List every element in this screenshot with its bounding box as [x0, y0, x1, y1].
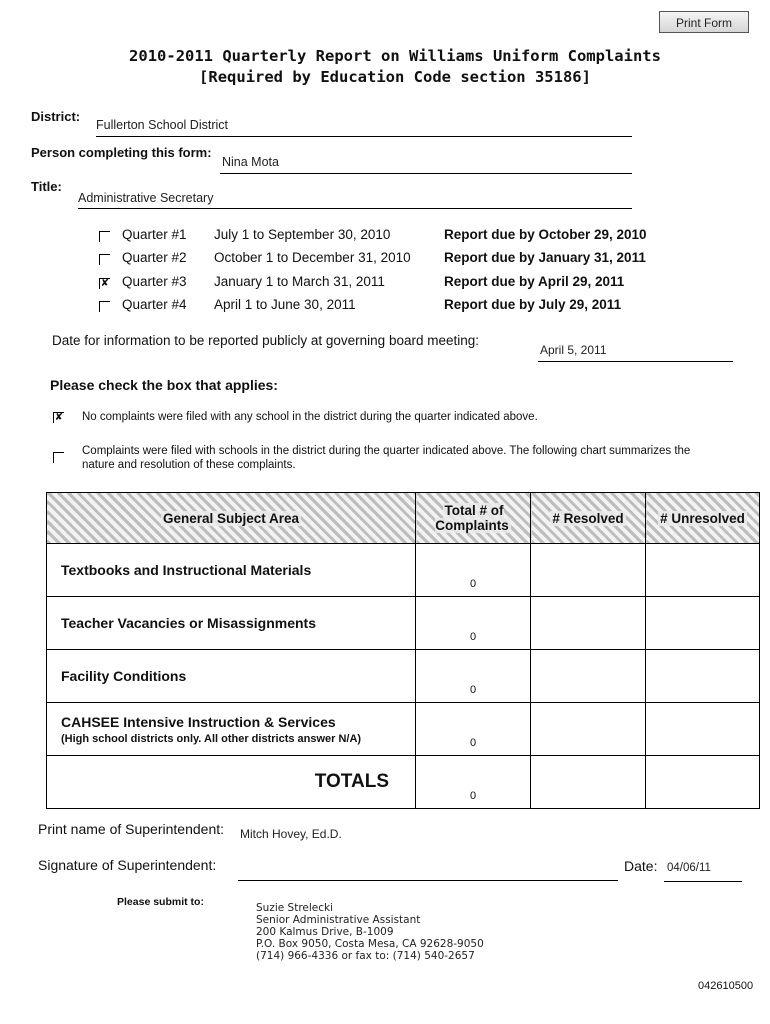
table-header-row: [47, 493, 760, 544]
quarter-3-range: January 1 to March 31, 2011: [214, 274, 385, 289]
total-complaints-field[interactable]: 0: [416, 650, 531, 703]
quarter-1-range: July 1 to September 30, 2010: [214, 227, 391, 242]
quarter-2-label: Quarter #2: [122, 250, 187, 265]
subject-area-cell: [47, 544, 416, 597]
page-subtitle: [Required by Education Code section 35186]: [199, 68, 591, 86]
complaints-filed-text-1: Complaints were filed with schools in the district during the quarter indicated above. The following chart summarizes the: [82, 445, 691, 457]
total-complaints-field[interactable]: 0: [416, 544, 531, 597]
quarter-2-due: Report due by January 31, 2011: [444, 250, 646, 265]
meeting-date-field[interactable]: April 5, 2011: [540, 343, 607, 357]
quarter-3-due: Report due by April 29, 2011: [444, 274, 625, 289]
header-unresolved: # Unresolved: [646, 493, 760, 544]
quarter-2-range: October 1 to December 31, 2010: [214, 250, 411, 265]
subject-area-label: CAHSEE Intensive Instruction & Services: [61, 713, 336, 730]
table-row: [47, 544, 760, 597]
quarter-3-label: Quarter #3: [122, 274, 187, 289]
quarter-2-checkbox[interactable]: [99, 254, 110, 265]
unresolved-complaints-field[interactable]: [646, 597, 760, 650]
district-label: District:: [31, 109, 81, 124]
header-resolved: # Resolved: [531, 493, 646, 544]
complaints-table: [46, 492, 760, 809]
signature-line[interactable]: [238, 880, 618, 881]
submit-address-line: 200 Kalmus Drive, B-1009: [256, 926, 394, 938]
page-title: 2010-2011 Quarterly Report on Williams Uniform Complaints: [129, 47, 661, 65]
print-form-button[interactable]: Print Form: [659, 11, 749, 33]
print-name-label: Print name of Superintendent:: [38, 821, 225, 837]
submit-address-line: Suzie Strelecki: [256, 902, 334, 914]
no-complaints-checkbox[interactable]: ✘: [54, 412, 64, 423]
subject-area-label: Teacher Vacancies or Misassignments: [61, 615, 316, 631]
unresolved-complaints-field[interactable]: [646, 703, 760, 756]
table-row: [47, 650, 760, 703]
unresolved-complaints-field[interactable]: [646, 544, 760, 597]
date-underline: [664, 881, 742, 882]
meeting-underline: [538, 361, 733, 362]
subject-area-cell: [47, 650, 416, 703]
resolved-complaints-field[interactable]: [531, 703, 646, 756]
subject-area-note: (High school districts only. All other districts answer N/A): [61, 732, 362, 745]
date-field[interactable]: 04/06/11: [667, 862, 711, 874]
form-code: 042610500: [698, 980, 754, 992]
complaints-filed-checkbox[interactable]: [53, 452, 64, 463]
quarter-4-checkbox[interactable]: [99, 301, 110, 312]
submit-address: [256, 902, 484, 962]
check-heading: Please check the box that applies:: [50, 377, 278, 393]
district-underline: [96, 136, 632, 137]
print-name-field[interactable]: Mitch Hovey, Ed.D.: [240, 827, 342, 841]
signature-label: Signature of Superintendent:: [38, 857, 217, 873]
quarter-1-checkbox[interactable]: [99, 231, 110, 242]
totals-total-field[interactable]: 0: [416, 756, 531, 809]
subject-area-cell: [47, 597, 416, 650]
title-underline: [78, 208, 632, 209]
district-field[interactable]: Fullerton School District: [96, 118, 228, 132]
submit-address-line: Senior Administrative Assistant: [256, 914, 421, 926]
submit-address-line: P.O. Box 9050, Costa Mesa, CA 92628-9050: [256, 938, 484, 950]
subject-area-label: Textbooks and Instructional Materials: [61, 562, 312, 578]
totals-resolved-field[interactable]: [531, 756, 646, 809]
quarter-1-due: Report due by October 29, 2010: [444, 227, 647, 242]
person-label: Person completing this form:: [31, 145, 212, 160]
resolved-complaints-field[interactable]: [531, 597, 646, 650]
quarter-3-checkbox[interactable]: ✘: [100, 278, 110, 289]
submit-label: Please submit to:: [117, 896, 204, 908]
table-row: [47, 703, 760, 756]
resolved-complaints-field[interactable]: [531, 544, 646, 597]
header-subject-area: General Subject Area: [47, 493, 416, 544]
table-row: [47, 597, 760, 650]
meeting-label: Date for information to be reported publicly at governing board meeting:: [52, 333, 479, 348]
totals-unresolved-field[interactable]: [646, 756, 760, 809]
header-total-complaints: Total # of Complaints: [416, 493, 531, 544]
complaints-filed-text-2: nature and resolution of these complaints.: [82, 459, 296, 471]
totals-row: [47, 756, 760, 809]
date-label: Date:: [624, 858, 658, 874]
person-underline: [220, 173, 632, 174]
quarter-4-label: Quarter #4: [122, 297, 187, 312]
quarter-4-due: Report due by July 29, 2011: [444, 297, 622, 312]
unresolved-complaints-field[interactable]: [646, 650, 760, 703]
subject-area-label: Facility Conditions: [61, 668, 187, 684]
quarter-1-label: Quarter #1: [122, 227, 187, 242]
title-field[interactable]: Administrative Secretary: [78, 191, 214, 205]
total-complaints-field[interactable]: 0: [416, 703, 531, 756]
resolved-complaints-field[interactable]: [531, 650, 646, 703]
no-complaints-text: No complaints were filed with any school in the district during the quarter indicated above.: [82, 411, 538, 423]
subject-area-cell: [47, 703, 416, 756]
person-field[interactable]: Nina Mota: [222, 155, 279, 169]
title-label: Title:: [31, 179, 62, 194]
totals-label: TOTALS: [47, 756, 416, 809]
total-complaints-field[interactable]: 0: [416, 597, 531, 650]
quarter-4-range: April 1 to June 30, 2011: [214, 297, 356, 312]
submit-address-line: (714) 966-4336 or fax to: (714) 540-2657: [256, 950, 475, 962]
